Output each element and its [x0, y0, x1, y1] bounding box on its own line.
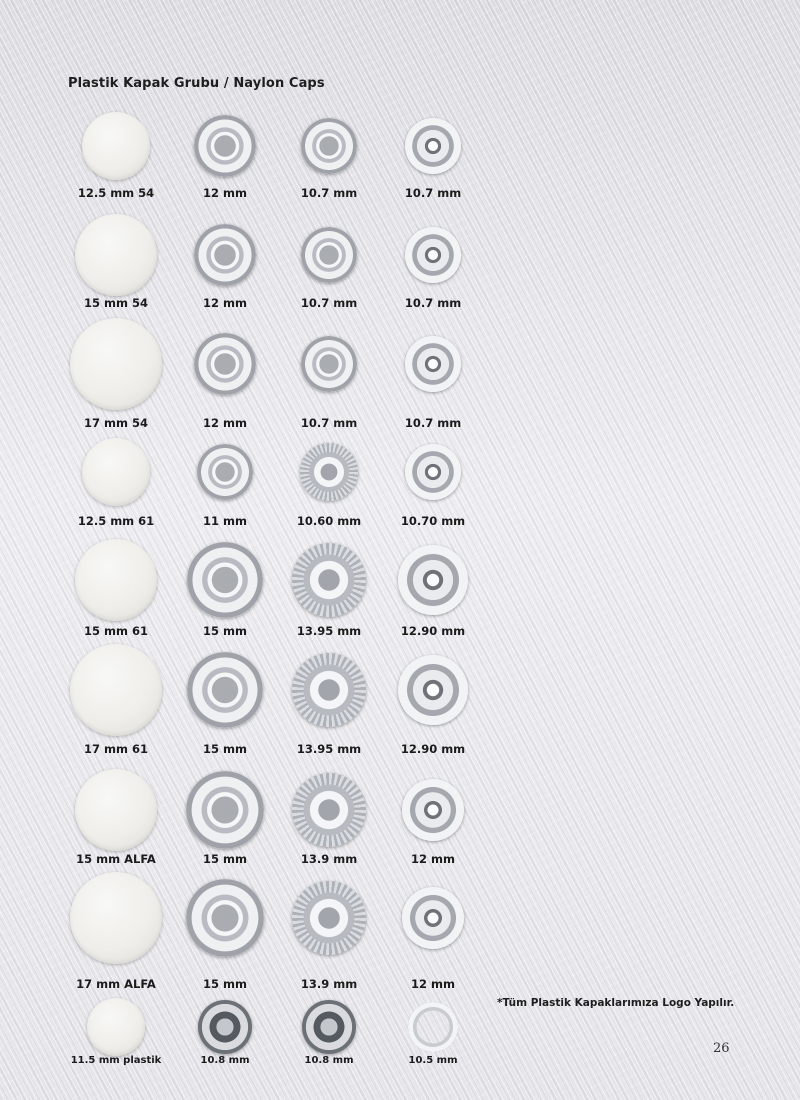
row7-cap-image	[75, 769, 157, 851]
row7-socket-label: 15 mm	[203, 852, 247, 866]
row5-cap-image	[75, 539, 157, 621]
row6-stud-label: 13.95 mm	[296, 742, 362, 756]
row1-post-label: 10.7 mm	[404, 186, 462, 200]
row6-post-label: 12.90 mm	[400, 742, 466, 756]
page-title: Plastik Kapak Grubu / Naylon Caps	[68, 76, 325, 91]
row7-socket-image	[186, 771, 264, 849]
row2-stud-image	[301, 227, 357, 283]
row9-cap-image	[87, 998, 145, 1056]
row5-stud-image	[292, 543, 366, 617]
row4-stud-image	[300, 443, 358, 501]
row2-socket-label: 12 mm	[203, 296, 247, 310]
row3-post-label: 10.7 mm	[404, 416, 462, 430]
row9-stud-label: 10.8 mm	[304, 1055, 354, 1066]
row5-socket-label: 15 mm	[203, 624, 247, 638]
row4-cap-image	[82, 438, 150, 506]
row6-stud-image	[292, 653, 366, 727]
row5-post-image	[398, 545, 468, 615]
row4-post-image	[405, 444, 461, 500]
row7-cap-label: 15 mm ALFA	[76, 852, 156, 866]
row3-cap-image	[70, 318, 162, 410]
row8-cap-image	[70, 872, 162, 964]
row5-cap-label: 15 mm 61	[84, 624, 148, 638]
row1-socket-label: 12 mm	[203, 186, 247, 200]
row8-post-label: 12 mm	[411, 977, 455, 991]
row4-stud-label: 10.60 mm	[296, 514, 362, 528]
row9-cap-label: 11.5 mm plastik	[70, 1055, 162, 1066]
row5-stud-label: 13.95 mm	[296, 624, 362, 638]
row8-stud-image	[292, 881, 366, 955]
row9-post-image	[408, 1002, 458, 1052]
row9-stud-image	[302, 1000, 356, 1054]
row1-cap-label: 12.5 mm 54	[77, 186, 155, 200]
row3-socket-image	[194, 333, 256, 395]
row2-post-image	[405, 227, 461, 283]
row6-cap-label: 17 mm 61	[84, 742, 148, 756]
row2-socket-image	[194, 224, 256, 286]
row9-post-label: 10.5 mm	[408, 1055, 458, 1066]
row6-socket-image	[187, 652, 263, 728]
row8-cap-label: 17 mm ALFA	[76, 977, 156, 991]
row4-post-label: 10.70 mm	[400, 514, 466, 528]
logo-note: *Tüm Plastik Kapaklarımıza Logo Yapılır.	[497, 997, 735, 1009]
row1-post-image	[405, 118, 461, 174]
row7-post-image	[402, 779, 464, 841]
row4-cap-label: 12.5 mm 61	[77, 514, 155, 528]
row2-stud-label: 10.7 mm	[300, 296, 358, 310]
row1-cap-image	[82, 112, 150, 180]
row8-socket-image	[186, 879, 264, 957]
row4-socket-image	[197, 444, 253, 500]
row3-stud-label: 10.7 mm	[300, 416, 358, 430]
row7-post-label: 12 mm	[411, 852, 455, 866]
row4-socket-label: 11 mm	[203, 514, 247, 528]
row3-cap-label: 17 mm 54	[84, 416, 148, 430]
row7-stud-label: 13.9 mm	[300, 852, 358, 866]
row9-socket-image	[198, 1000, 252, 1054]
row2-cap-image	[75, 214, 157, 296]
row5-socket-image	[187, 542, 263, 618]
row1-stud-image	[301, 118, 357, 174]
row5-post-label: 12.90 mm	[400, 624, 466, 638]
row8-post-image	[402, 887, 464, 949]
page-number: 26	[713, 1041, 730, 1056]
row8-stud-label: 13.9 mm	[300, 977, 358, 991]
row3-stud-image	[301, 336, 357, 392]
row3-socket-label: 12 mm	[203, 416, 247, 430]
row6-socket-label: 15 mm	[203, 742, 247, 756]
row8-socket-label: 15 mm	[203, 977, 247, 991]
row9-socket-label: 10.8 mm	[200, 1055, 250, 1066]
row7-stud-image	[292, 773, 366, 847]
row6-post-image	[398, 655, 468, 725]
row3-post-image	[405, 336, 461, 392]
row2-cap-label: 15 mm 54	[84, 296, 148, 310]
row1-socket-image	[194, 115, 256, 177]
row6-cap-image	[70, 644, 162, 736]
row2-post-label: 10.7 mm	[404, 296, 462, 310]
row1-stud-label: 10.7 mm	[300, 186, 358, 200]
